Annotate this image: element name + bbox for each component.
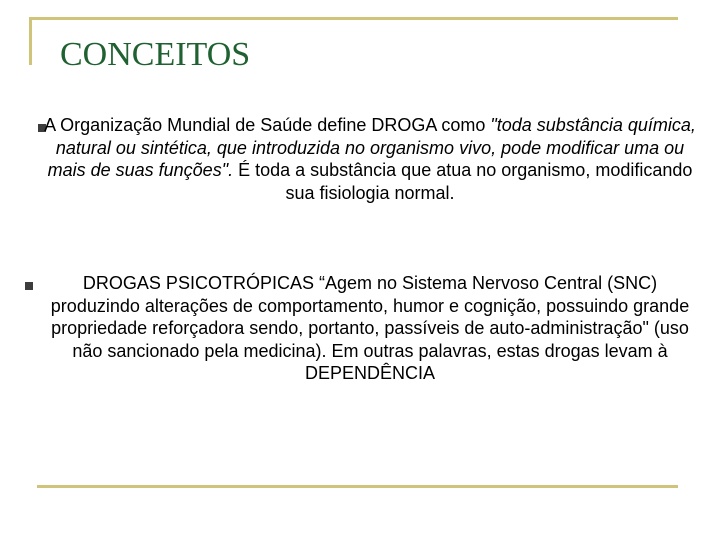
bullet-lead: A Organização Mundial de Saúde define DROGA como bbox=[44, 115, 491, 135]
bullet-text-drogas-psicotropicas: DROGAS PSICOTRÓPICAS “Agem no Sistema Nervoso Central (SNC) produzindo alterações de comportamento, humor e cognição, possuindo grande propriedade reforçadora sendo, portanto, passíveis de auto-administração" (uso não sancionado pela medicina). Em outras palavras, estas drogas levam à DEPENDÊNCIA bbox=[50, 273, 690, 383]
square-bullet-icon bbox=[25, 282, 33, 290]
slide-title: CONCEITOS bbox=[60, 36, 251, 73]
bullet-tail: É toda a substância que atua no organismo, modificando sua fisiologia normal. bbox=[233, 160, 693, 203]
bullet-text-droga-definition bbox=[40, 114, 700, 204]
frame-bottom-rule bbox=[37, 485, 678, 488]
frame-top-rule bbox=[29, 17, 678, 20]
bullet-quote: "toda substância química, natural ou sintética, que introduzida no organismo vivo, pode modificar uma ou mais de suas funções". bbox=[47, 115, 696, 180]
frame-left-rule bbox=[29, 17, 32, 65]
